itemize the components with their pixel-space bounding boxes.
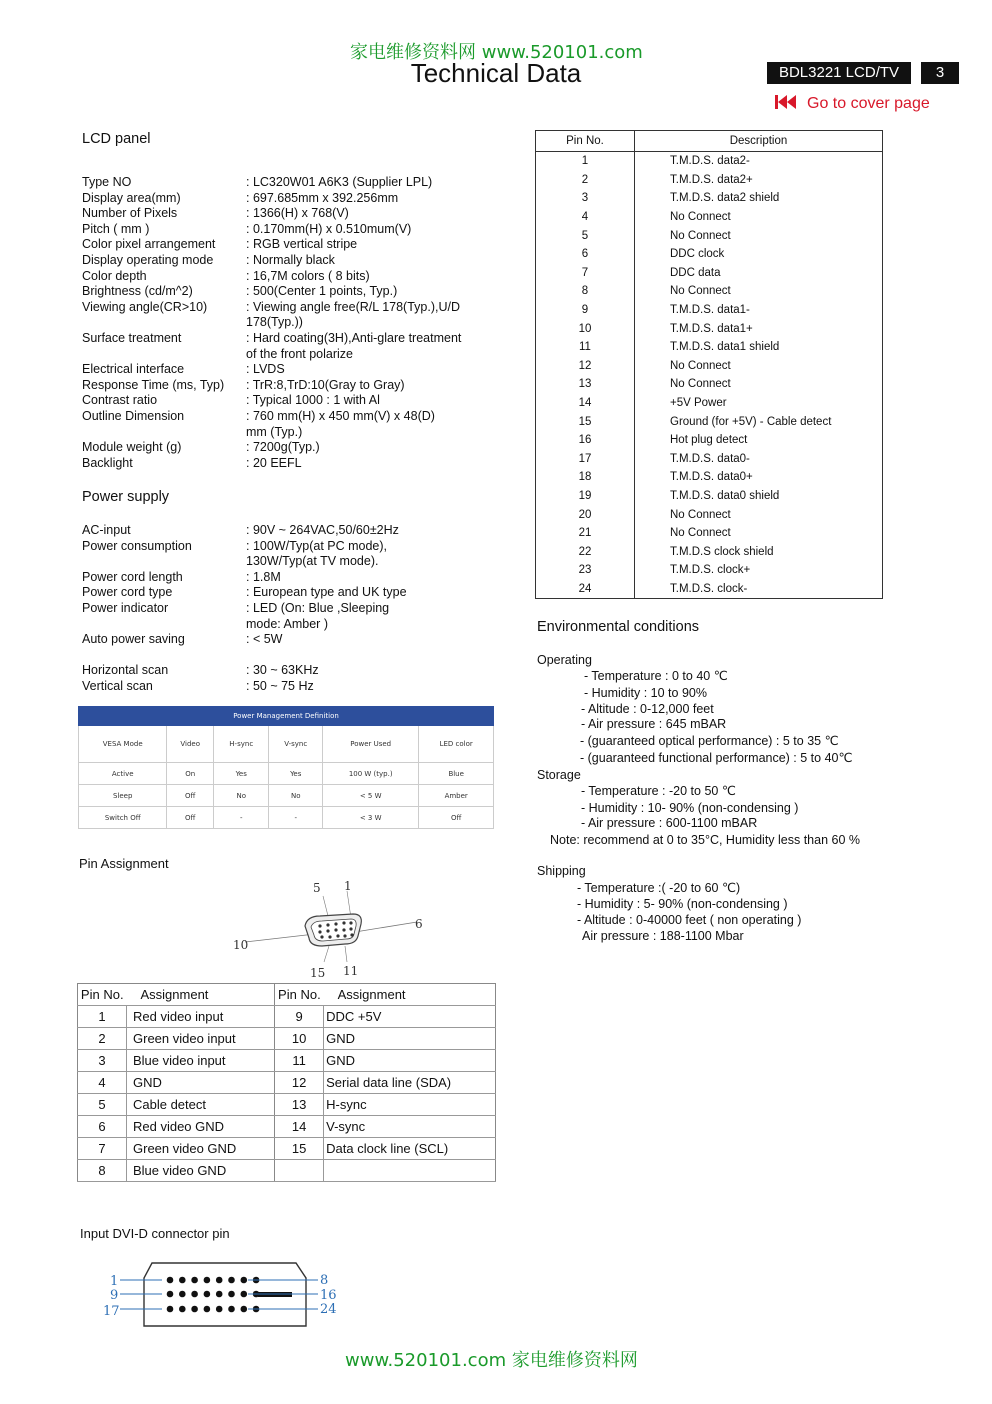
lcd-heading: LCD panel [82,131,151,147]
dvi-pin-dot [167,1277,174,1284]
power-value: mode: Amber ) [246,616,328,631]
dvi-pin-dot [179,1306,186,1313]
env-shipping: Shipping [537,864,586,878]
vga-pin-assignment: Cable detect [127,1094,275,1116]
lcd-row [82,253,502,269]
dvi-pin-description: T.M.D.S. data2 shield [670,192,780,205]
dvi-pin-number: 6 [536,245,635,264]
pm-cell: Active [79,763,167,785]
pm-cell: Blue [419,763,494,785]
lcd-label: Viewing angle(CR>10) [82,299,208,314]
lcd-label: Contrast ratio [82,393,158,408]
pm-cell: - [214,807,269,829]
dvi-pin-row [536,542,883,561]
env-heading: Environmental conditions [537,619,700,635]
lcd-label: Backlight [82,455,133,470]
vga-label-15: 15 [310,966,326,980]
lcd-value: : 7200g(Typ.) [246,440,320,455]
power-value: : LED (On: Blue ,Sleeping [246,600,390,615]
lcd-label: Module weight (g) [82,440,182,455]
vga-pin-assignment: Blue video GND [127,1160,275,1182]
lcd-value: : 0.170mm(H) x 0.510mum(V) [246,221,412,236]
lcd-row [82,409,502,425]
dvi-pin-row [536,412,883,431]
vga-pin-assignment: Red video GND [127,1116,275,1138]
dvi-connector-diagram [100,1258,350,1334]
vga-pin-row [78,1138,496,1160]
dvi-pin-description: T.M.D.S. data2- [670,155,750,168]
vga-label-6: 6 [415,917,423,931]
dvi-pin-number: 20 [536,505,635,524]
vga-pin-row [78,1072,496,1094]
dvi-pin-description: No Connect [670,378,731,391]
lcd-row [82,362,502,378]
dvi-pin-dot [191,1291,198,1298]
dvi-pin-number: 22 [536,542,635,561]
power-row [82,554,502,570]
dvi-pin-row [536,524,883,543]
vga-pin-assignment: Data clock line (SCL) [324,1138,496,1160]
lcd-label: Color pixel arrangement [82,237,216,252]
env-note: Note: recommend at 0 to 35°C, Humidity less than 60 % [550,833,861,847]
dvi-pin-dot [167,1306,174,1313]
dvi-heading: Input DVI-D connector pin [80,1226,230,1241]
go-to-cover-link[interactable] [775,95,930,113]
vga-pin-row [78,1028,496,1050]
dvi-pin-number: 23 [536,561,635,580]
power-label: Power cord length [82,569,183,584]
vga-pin-row [78,1160,496,1182]
lcd-value: : TrR:8,TrD:10(Gray to Gray) [246,377,405,392]
dvi-pin-row [536,264,883,283]
power-value: : European type and UK type [246,585,407,600]
vga-pin-assignment: V-sync [324,1116,496,1138]
dvi-pin-number: 24 [536,580,635,599]
lcd-row [82,331,502,347]
dvi-pin-number: 3 [536,189,635,208]
dvi-pin-table [535,130,883,599]
dvi-col-pin: Pin No. [536,131,635,152]
lcd-label: Electrical interface [82,362,185,377]
dvi-pin-row [536,208,883,227]
cover-link-label: Go to cover page [807,95,930,112]
lcd-row [82,269,502,285]
power-label: Power cord type [82,585,173,600]
vga-pin-number: 4 [78,1072,127,1094]
lcd-row [82,393,502,409]
dvi-pin-number: 14 [536,394,635,413]
lcd-value: : Hard coating(3H),Anti-glare treatment [246,330,462,345]
vga-pin-assignment: GND [324,1028,496,1050]
dvi-pin-number: 21 [536,524,635,543]
vga-pin-number: 14 [275,1116,324,1138]
lcd-value: : 20 EEFL [246,455,302,470]
power-value: : < 5W [246,632,283,647]
vga-pin-number: 10 [275,1028,324,1050]
lcd-row [82,315,502,331]
pm-cell: Off [167,785,214,807]
power-value: : 90V ~ 264VAC,50/60±2Hz [246,523,399,537]
power-label: Power consumption [82,538,192,553]
lcd-row [82,378,502,394]
lcd-value: : RGB vertical stripe [246,237,358,252]
env-sh-temp: - Temperature :( -20 to 60 ℃) [577,881,741,895]
power-row [82,523,502,539]
dvi-pin-description: No Connect [670,527,731,540]
dvi-pin-row [536,580,883,599]
vga-pin-number: 9 [275,1006,324,1028]
dvi-pin-dot [228,1277,235,1284]
dvi-pin-row [536,561,883,580]
vga-pin-assignment: Green video GND [127,1138,275,1160]
pm-col-header: Power Used [323,726,419,763]
dvi-label-8: 8 [320,1273,329,1288]
lcd-label: Pitch ( mm ) [82,221,150,236]
watermark-top: 家电维修资料网 www.520101.com [350,42,643,63]
pm-col-header: VESA Mode [79,726,167,763]
vga-pin-number: 5 [78,1094,127,1116]
dvi-pin-row [536,152,883,171]
env-op-optical: - (guaranteed optical performance) : 5 to 35 ℃ [580,734,839,748]
dvi-pin-number: 8 [536,282,635,301]
env-operating: Operating [537,653,592,667]
pm-cell: Switch Off [79,807,167,829]
lcd-value: : LVDS [246,362,285,377]
dvi-pin-number: 7 [536,264,635,283]
vga-pin-number: 8 [78,1160,127,1182]
lcd-row [82,206,502,222]
vga-pin-assignment: GND [324,1050,496,1072]
pm-cell: Off [167,807,214,829]
lcd-label: Outline Dimension [82,408,185,423]
dvi-pin-description: T.M.D.S. data1 shield [670,341,780,354]
pm-cell: Off [419,807,494,829]
power-row [82,663,502,679]
vga-pin-number: 2 [78,1028,127,1050]
dvi-label-17: 17 [103,1304,120,1319]
lcd-row [82,425,502,441]
power-label: Vertical scan [82,678,153,693]
dvi-pin-description: T.M.D.S. clock- [670,582,748,595]
dvi-pin-description: Ground (for +5V) - Cable detect [670,415,832,428]
dvi-pin-description: No Connect [670,285,731,298]
vga-pin-number: 13 [275,1094,324,1116]
env-sh-altitude: - Altitude : 0-40000 feet ( non operating ) [577,913,802,927]
lcd-spec-list [82,175,502,471]
vga-pin-table [77,983,496,1182]
dvi-pin-dot [216,1291,223,1298]
dvi-pin-description: T.M.D.S clock shield [670,545,774,558]
vga-pin-row [78,1116,496,1138]
dvi-pin-dot [204,1291,211,1298]
dvi-pin-number: 17 [536,450,635,469]
pm-row [79,807,494,829]
vga-label-11: 11 [343,964,359,978]
dvi-pin-row [536,357,883,376]
lcd-label: Number of Pixels [82,206,178,221]
dvi-pin-row [536,171,883,190]
page-title: Technical Data [410,58,582,88]
pin-assignment-heading: Pin Assignment [79,856,169,871]
lcd-value: : 500(Center 1 points, Typ.) [246,284,398,299]
vga-pin-assignment: Red video input [127,1006,275,1028]
dvi-pin-row [536,394,883,413]
dvi-pin-description: No Connect [670,359,731,372]
vga-pin-number: 12 [275,1072,324,1094]
dvi-pin-description: T.M.D.S. data1+ [670,322,753,335]
dvi-label-1: 1 [110,1274,119,1289]
dvi-pin-number: 1 [536,152,635,171]
env-op-temp: - Temperature : 0 to 40 ℃ [584,669,728,683]
power-label: Power indicator [82,600,169,615]
dvi-pin-row [536,468,883,487]
pm-cell: Amber [419,785,494,807]
lcd-label: Surface treatment [82,330,182,345]
dvi-pin-description: DDC clock [670,248,725,261]
vga-pin-number [275,1160,324,1182]
dvi-pin-number: 16 [536,431,635,450]
dvi-pin-dot [191,1306,198,1313]
lcd-row [82,191,502,207]
page-number: 3 [921,62,959,84]
dvi-pin-row [536,245,883,264]
power-spec-list [82,523,502,695]
dvi-pin-number: 9 [536,301,635,320]
vga-pin-number: 15 [275,1138,324,1160]
lcd-row [82,440,502,456]
model-badge: BDL3221 LCD/TV [767,62,911,84]
dvi-pin-description: DDC data [670,266,721,279]
dvi-pin-row [536,487,883,506]
lcd-value: mm (Typ.) [246,424,303,439]
pm-col-header: H-sync [214,726,269,763]
lcd-value: : 697.685mm x 392.256mm [246,190,399,205]
dvi-pin-number: 12 [536,357,635,376]
lcd-row [82,175,502,191]
pm-cell: 100 W (typ.) [323,763,419,785]
pm-col-header: LED color [419,726,494,763]
vga-col-assign-right: Assignment [324,984,496,1006]
lcd-value: 178(Typ.)) [246,315,303,330]
pm-cell: Yes [269,763,323,785]
dvi-pin-number: 18 [536,468,635,487]
dvi-pin-dot [179,1291,186,1298]
vga-label-1: 1 [344,879,352,893]
dvi-pin-row [536,282,883,301]
lcd-row [82,347,502,363]
power-value: : 100W/Typ(at PC mode), [246,538,388,553]
dvi-pin-dot [167,1291,174,1298]
power-row [82,648,502,664]
dvi-pin-description: Hot plug detect [670,434,748,447]
dvi-pin-dot [204,1306,211,1313]
dvi-pin-description: T.M.D.S. data2+ [670,173,753,186]
env-sh-humidity: - Humidity : 5- 90% (non-condensing ) [577,897,788,911]
power-management-table [78,706,494,829]
lcd-row [82,284,502,300]
power-value: : 30 ~ 63KHz [246,663,319,678]
vga-col-assign-left: Assignment [127,984,275,1006]
dvi-pin-number: 13 [536,375,635,394]
dvi-pin-number: 19 [536,487,635,506]
vga-pin-assignment [324,1160,496,1182]
lcd-value: : Typical 1000 : 1 with Al [246,393,380,408]
power-row [82,601,502,617]
lcd-row [82,456,502,472]
power-management-title: Power Management Definition [79,707,494,726]
pm-cell: On [167,763,214,785]
dvi-pin-description: T.M.D.S. data0+ [670,471,753,484]
dvi-pin-dot [228,1291,235,1298]
dvi-pin-description: T.M.D.S. data1- [670,304,750,317]
lcd-label: Display operating mode [82,252,214,267]
vga-pin-assignment: Serial data line (SDA) [324,1072,496,1094]
lcd-value: : LC320W01 A6K3 (Supplier LPL) [246,175,433,189]
dvi-pin-number: 11 [536,338,635,357]
vga-label-5: 5 [313,881,321,895]
lcd-label: Color depth [82,268,147,283]
lcd-value: : 1366(H) x 768(V) [246,206,349,221]
vga-col-pin-right: Pin No. [275,984,324,1006]
vga-pin-number: 7 [78,1138,127,1160]
vga-pin-row [78,1094,496,1116]
rewind-icon [775,95,797,109]
env-st-humidity: - Humidity : 10- 90% (non-condensing ) [581,801,799,815]
vga-pin-row [78,1006,496,1028]
power-value: : 1.8M [246,569,281,584]
env-st-air: - Air pressure : 600-1100 mBAR [581,816,758,830]
env-sh-air: Air pressure : 188-1100 Mbar [582,929,744,943]
vga-pin-row [78,1050,496,1072]
vga-pin-assignment: Green video input [127,1028,275,1050]
power-row [82,632,502,648]
pm-cell: < 5 W [323,785,419,807]
dvi-pin-number: 5 [536,226,635,245]
dvi-pin-dot [228,1306,235,1313]
env-op-humidity: - Humidity : 10 to 90% [584,686,707,700]
dvi-pin-row [536,375,883,394]
lcd-label: Type NO [82,175,132,189]
dvi-label-16: 16 [320,1288,337,1303]
vga-pin-number: 3 [78,1050,127,1072]
lcd-value: : 16,7M colors ( 8 bits) [246,268,370,283]
power-row [82,570,502,586]
power-label: Horizontal scan [82,663,169,678]
dvi-pin-number: 10 [536,319,635,338]
dvi-pin-row [536,226,883,245]
power-row [82,679,502,695]
dvi-pin-dot [241,1291,248,1298]
dvi-pin-dot [241,1306,248,1313]
dvi-pin-number: 4 [536,208,635,227]
pm-col-header: V-sync [269,726,323,763]
dvi-pin-dot [204,1277,211,1284]
dvi-pin-dot [216,1306,223,1313]
vga-col-pin-left: Pin No. [78,984,127,1006]
power-value: 130W/Typ(at TV mode). [246,554,379,569]
dvi-pin-row [536,319,883,338]
vga-pin-assignment: H-sync [324,1094,496,1116]
power-heading: Power supply [82,489,170,505]
env-st-temp: - Temperature : -20 to 50 ℃ [581,784,736,798]
pm-cell: No [214,785,269,807]
dvi-pin-description: No Connect [670,508,731,521]
dvi-pin-dot [216,1277,223,1284]
dvi-pin-description: No Connect [670,211,731,224]
lcd-value: : Normally black [246,252,335,267]
pm-cell: - [269,807,323,829]
dvi-pin-description: +5V Power [670,397,727,410]
env-op-air: - Air pressure : 645 mBAR [581,717,727,731]
env-op-altitude: - Altitude : 0-12,000 feet [581,702,714,716]
pm-row [79,763,494,785]
dvi-pin-description: T.M.D.S. clock+ [670,564,751,577]
power-row [82,617,502,633]
dvi-label-24: 24 [320,1302,337,1317]
lcd-label: Brightness (cd/m^2) [82,284,193,299]
watermark-bottom: www.520101.com 家电维修资料网 [345,1350,638,1371]
power-row [82,585,502,601]
dvi-pin-description: T.M.D.S. data0 shield [670,489,780,502]
lcd-value: : Viewing angle free(R/L 178(Typ.),U/D [246,299,460,314]
power-label: AC-input [82,523,131,537]
dvi-pin-description: T.M.D.S. data0- [670,452,750,465]
lcd-value: of the front polarize [246,346,354,361]
dvi-pin-row [536,301,883,320]
dvi-pin-dot [179,1277,186,1284]
dvi-label-9: 9 [110,1288,119,1303]
dvi-col-desc: Description [635,131,883,152]
env-storage: Storage [537,768,581,782]
dvi-pin-row [536,505,883,524]
pm-row [79,785,494,807]
dvi-pin-dot [241,1277,248,1284]
dvi-pin-number: 2 [536,171,635,190]
pm-cell: No [269,785,323,807]
vga-pin-assignment: DDC +5V [324,1006,496,1028]
dvi-pin-description: No Connect [670,229,731,242]
vga-pin-number: 11 [275,1050,324,1072]
dvi-pin-row [536,431,883,450]
dvi-pin-dot [191,1277,198,1284]
dvi-pin-row [536,189,883,208]
dvi-pin-row [536,338,883,357]
lcd-row [82,300,502,316]
lcd-row [82,222,502,238]
lcd-row [82,237,502,253]
pm-cell: Yes [214,763,269,785]
lcd-value: : 760 mm(H) x 450 mm(V) x 48(D) [246,408,435,423]
vga-pin-assignment: GND [127,1072,275,1094]
lcd-label: Display area(mm) [82,190,181,205]
vga-connector-diagram [225,876,435,981]
dvi-pin-number: 15 [536,412,635,431]
vga-pin-number: 1 [78,1006,127,1028]
lcd-label: Response Time (ms, Typ) [82,377,225,392]
vga-label-10: 10 [233,938,249,952]
vga-pin-assignment: Blue video input [127,1050,275,1072]
power-row [82,539,502,555]
pm-cell: < 3 W [323,807,419,829]
power-label: Auto power saving [82,632,185,647]
power-value: : 50 ~ 75 Hz [246,678,314,693]
pm-col-header: Video [167,726,214,763]
vga-pin-number: 6 [78,1116,127,1138]
dvi-pin-row [536,450,883,469]
env-op-functional: - (guaranteed functional performance) : 5 to 40℃ [580,751,853,765]
pm-cell: Sleep [79,785,167,807]
